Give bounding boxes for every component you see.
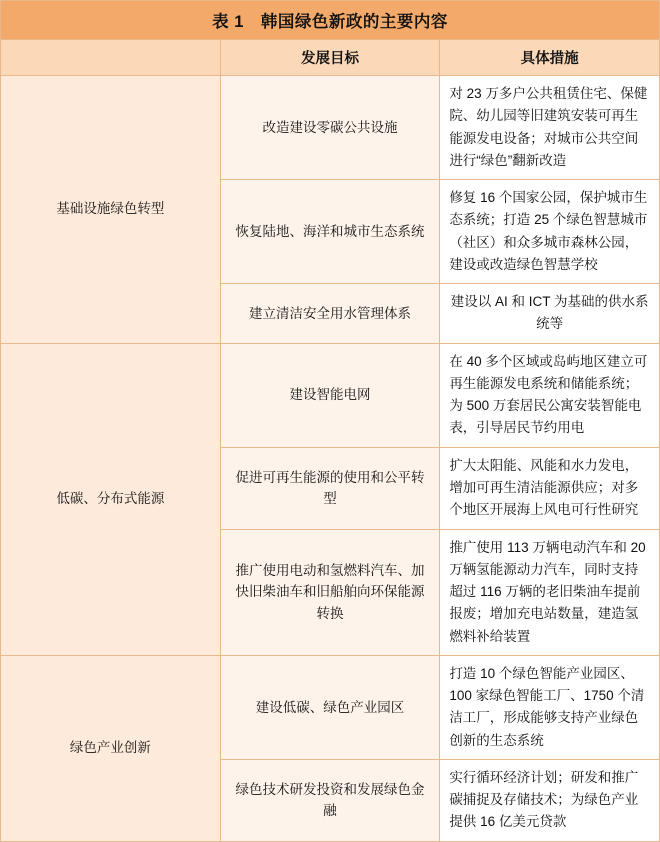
goal-cell: 建设低碳、绿色产业园区 bbox=[220, 655, 440, 759]
goal-cell: 建立清洁安全用水管理体系 bbox=[220, 284, 440, 344]
goal-cell: 促进可再生能源的使用和公平转型 bbox=[220, 447, 440, 529]
measure-cell: 在 40 多个区域或岛屿地区建立可再生能源发电系统和储能系统；为 500 万套居民公寓安装智能电表，引导居民节约用电 bbox=[440, 343, 660, 447]
table-title-row bbox=[1, 1, 660, 40]
measure-cell: 推广使用 113 万辆电动汽车和 20 万辆氢能源动力汽车，同时支持超过 116 万辆的老旧柴油车提前报废；增加充电站数量，建造氢燃料补给装置 bbox=[440, 529, 660, 655]
goal-cell: 恢复陆地、海洋和城市生态系统 bbox=[220, 180, 440, 284]
measure-cell: 扩大太阳能、风能和水力发电，增加可再生清洁能源供应；对多个地区开展海上风电可行性研究 bbox=[440, 447, 660, 529]
header-category bbox=[1, 40, 221, 76]
table-row bbox=[1, 655, 660, 759]
goal-cell: 推广使用电动和氢燃料汽车、加快旧柴油车和旧船舶向环保能源转换 bbox=[220, 529, 440, 655]
goal-cell: 建设智能电网 bbox=[220, 343, 440, 447]
table-row bbox=[1, 343, 660, 447]
goal-cell: 绿色技术研发投资和发展绿色金融 bbox=[220, 759, 440, 841]
measure-cell: 建设以 AI 和 ICT 为基础的供水系统等 bbox=[440, 284, 660, 344]
header-goal: 发展目标 bbox=[220, 40, 440, 76]
table-row bbox=[1, 76, 660, 180]
measure-cell: 实行循环经济计划；研发和推广碳捕捉及存储技术；为绿色产业提供 16 亿美元贷款 bbox=[440, 759, 660, 841]
measure-cell: 打造 10 个绿色智能产业园区、100 家绿色智能工厂、1750 个清洁工厂，形成能够支持产业绿色创新的生态系统 bbox=[440, 655, 660, 759]
measure-cell: 修复 16 个国家公园，保护城市生态系统；打造 25 个绿色智慧城市（社区）和众多城市森林公园，建设或改造绿色智慧学校 bbox=[440, 180, 660, 284]
table-title: 表 1 韩国绿色新政的主要内容 bbox=[1, 1, 660, 40]
category-cell: 基础设施绿色转型 bbox=[1, 76, 221, 344]
goal-cell: 改造建设零碳公共设施 bbox=[220, 76, 440, 180]
table-header-row bbox=[1, 40, 660, 76]
category-cell: 低碳、分布式能源 bbox=[1, 343, 221, 655]
measure-cell: 对 23 万多户公共租赁住宅、保健院、幼儿园等旧建筑安装可再生能源发电设备；对城市公共空间进行“绿色”翻新改造 bbox=[440, 76, 660, 180]
category-cell: 绿色产业创新 bbox=[1, 655, 221, 841]
header-measure: 具体措施 bbox=[440, 40, 660, 76]
